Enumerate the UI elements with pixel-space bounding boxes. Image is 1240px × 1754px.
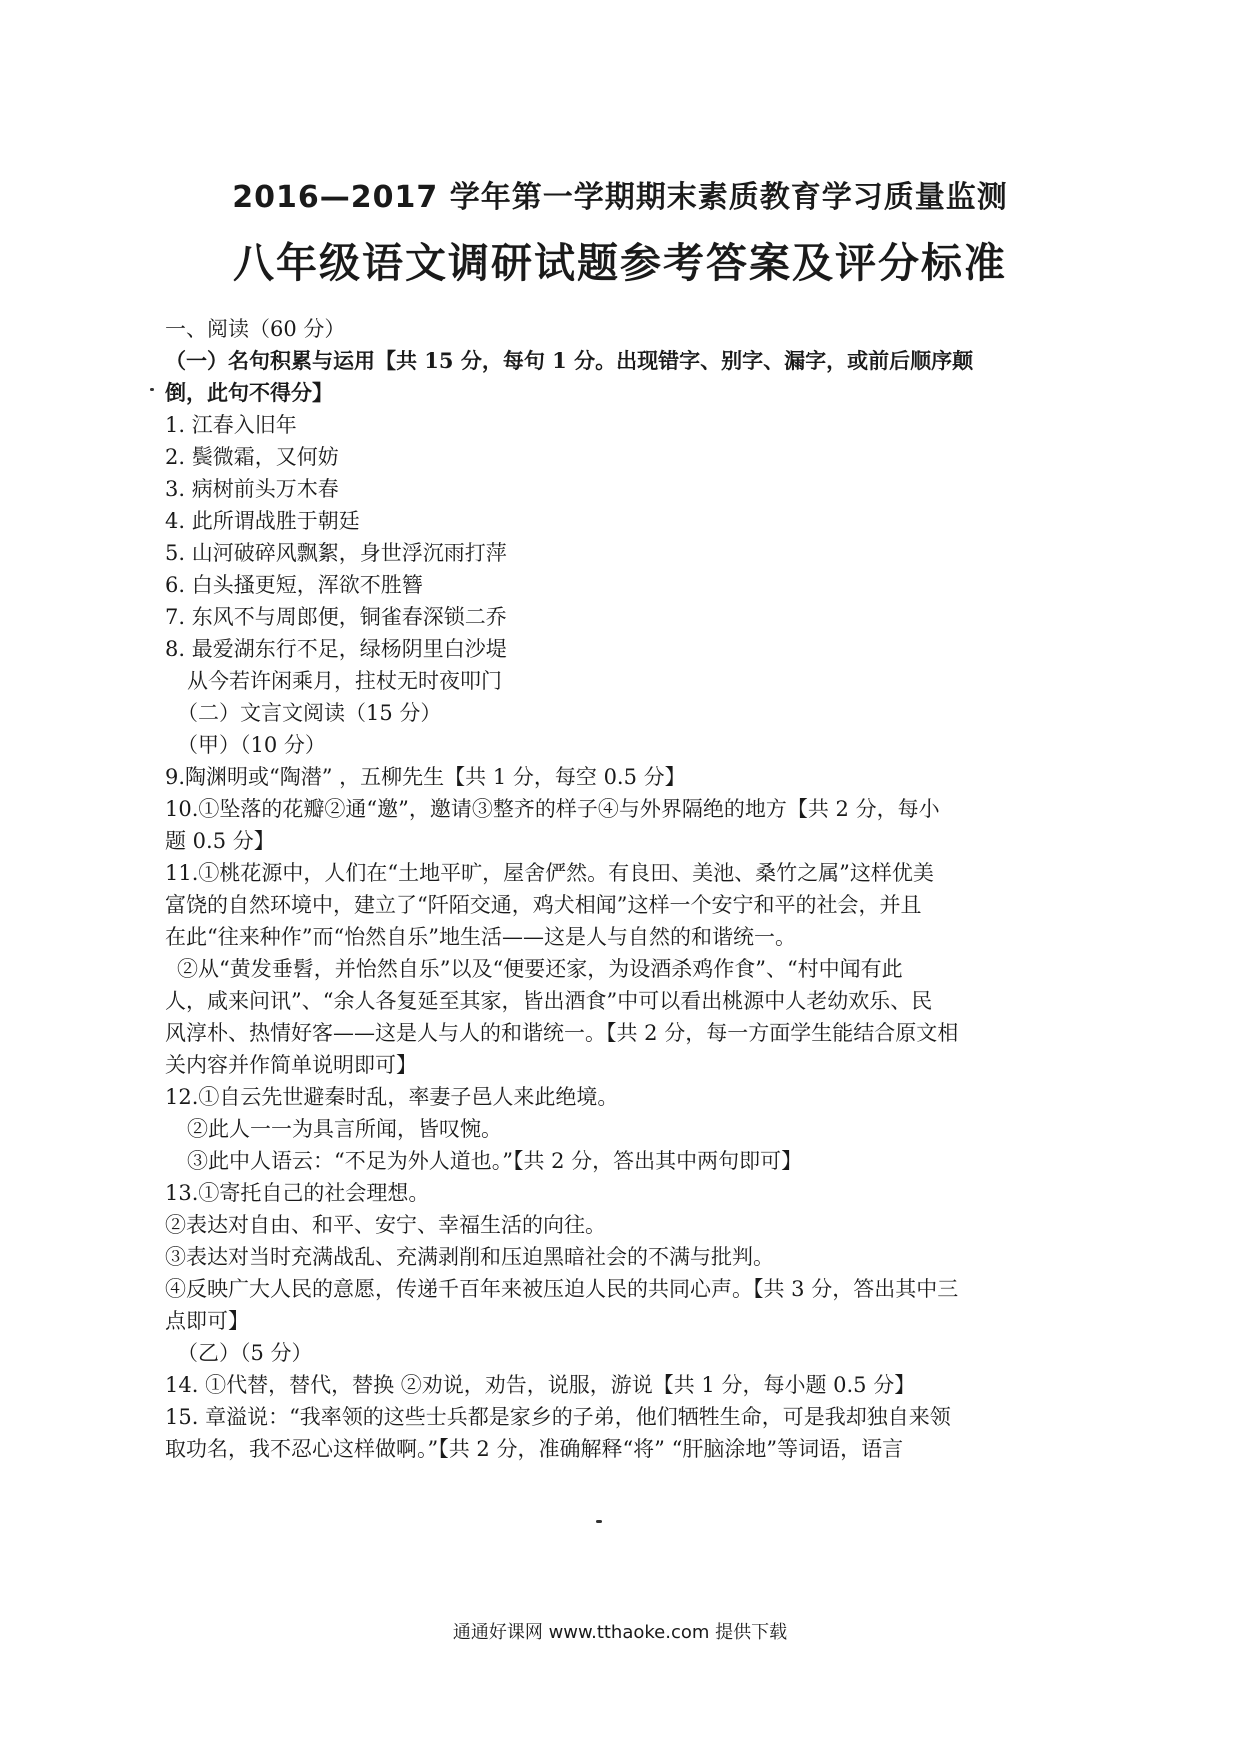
- answer-line: 点即可】: [165, 1309, 249, 1333]
- answer-line: 1. 江春入旧年: [165, 413, 297, 437]
- answer-line: 取功名，我不忍心这样做啊。”【共 2 分，准确解释“将” “肝脑涂地”等词语，语言: [165, 1437, 904, 1461]
- answer-key-title: 八年级语文调研试题参考答案及评分标准: [233, 239, 1007, 287]
- answer-line: 11.①桃花源中，人们在“土地平旷，屋舍俨然。有良田、美池、桑竹之属”这样优美: [165, 861, 934, 885]
- answer-line: 12.①自云先世避秦时乱，率妻子邑人来此绝境。: [165, 1085, 619, 1109]
- answer-line: 富饶的自然环境中，建立了“阡陌交通，鸡犬相闻”这样一个安宁和平的社会，并且: [165, 893, 922, 917]
- answer-line: ④反映广大人民的意愿，传递千百年来被压迫人民的共同心声。【共 3 分，答出其中三: [165, 1277, 959, 1301]
- answer-line: （乙）（5 分）: [177, 1341, 313, 1365]
- answer-line: ②此人一一为具言所闻，皆叹惋。: [187, 1117, 502, 1141]
- answer-line: 6. 白头搔更短，浑欲不胜簪: [165, 573, 423, 597]
- answer-line: 题 0.5 分】: [165, 829, 275, 853]
- answer-line: 14. ①代替，替代，替换 ②劝说，劝告，说服，游说【共 1 分，每小题 0.5 分】: [165, 1373, 916, 1397]
- answer-line: ②从“黄发垂髫，并怡然自乐”以及“便要还家，为设酒杀鸡作食”、“村中闻有此: [177, 957, 903, 981]
- answer-line: 人，咸来问讯”、“余人各复延至其家，皆出酒食”中可以看出桃源中人老幼欢乐、民: [165, 989, 933, 1013]
- scan-speck: [596, 1520, 602, 1523]
- answer-body: [165, 313, 1095, 1465]
- answer-line: （一）名句积累与运用【共 15 分，每句 1 分。出现错字、别字、漏字，或前后顺序颠: [165, 348, 974, 373]
- answer-line: 9.陶渊明或“陶潜” ，五柳先生【共 1 分，每空 0.5 分】: [165, 765, 686, 789]
- answer-line: 从今若许闲乘月，拄杖无时夜叩门: [187, 669, 502, 693]
- answer-line: （甲）（10 分）: [177, 733, 326, 757]
- answer-line: ③表达对当时充满战乱、充满剥削和压迫黑暗社会的不满与批判。: [165, 1245, 774, 1269]
- answer-line: 7. 东风不与周郎便，铜雀春深锁二乔: [165, 605, 507, 629]
- answer-line: 关内容并作简单说明即可】: [165, 1053, 417, 1077]
- answer-line: 倒，此句不得分】: [165, 380, 333, 405]
- answer-line: 2. 鬓微霜，又何妨: [165, 445, 339, 469]
- answer-line: 4. 此所谓战胜于朝廷: [165, 509, 360, 533]
- answer-line: 在此“往来种作”而“怡然自乐”地生活——这是人与自然的和谐统一。: [165, 925, 796, 949]
- download-footer: 通通好课网 www.tthaoke.com 提供下载: [452, 1622, 788, 1643]
- answer-line: （二）文言文阅读（15 分）: [177, 701, 442, 725]
- answer-line: 13.①寄托自己的社会理想。: [165, 1181, 430, 1205]
- answer-line: 8. 最爱湖东行不足，绿杨阴里白沙堤: [165, 637, 507, 661]
- answer-line: 5. 山河破碎风飘絮，身世浮沉雨打萍: [165, 541, 507, 565]
- answer-line: 3. 病树前头万木春: [165, 477, 339, 501]
- answer-line: ③此中人语云：“不足为外人道也。”【共 2 分，答出其中两句即可】: [187, 1149, 803, 1173]
- answer-line: 一、阅读（60 分）: [165, 317, 346, 341]
- answer-line: 风淳朴、热情好客——这是人与人的和谐统一。【共 2 分，每一方面学生能结合原文相: [165, 1021, 959, 1045]
- answer-line: ②表达对自由、和平、安宁、幸福生活的向往。: [165, 1213, 606, 1237]
- exam-title: 2016—2017 学年第一学期期末素质教育学习质量监测: [232, 180, 1008, 215]
- scan-speck: [150, 388, 154, 391]
- answer-line: 10.①坠落的花瓣②通“邀”，邀请③整齐的样子④与外界隔绝的地方【共 2 分，每小: [165, 797, 940, 821]
- answer-line: 15. 章溢说：“我率领的这些士兵都是家乡的子弟，他们牺牲生命，可是我却独自来领: [165, 1405, 951, 1429]
